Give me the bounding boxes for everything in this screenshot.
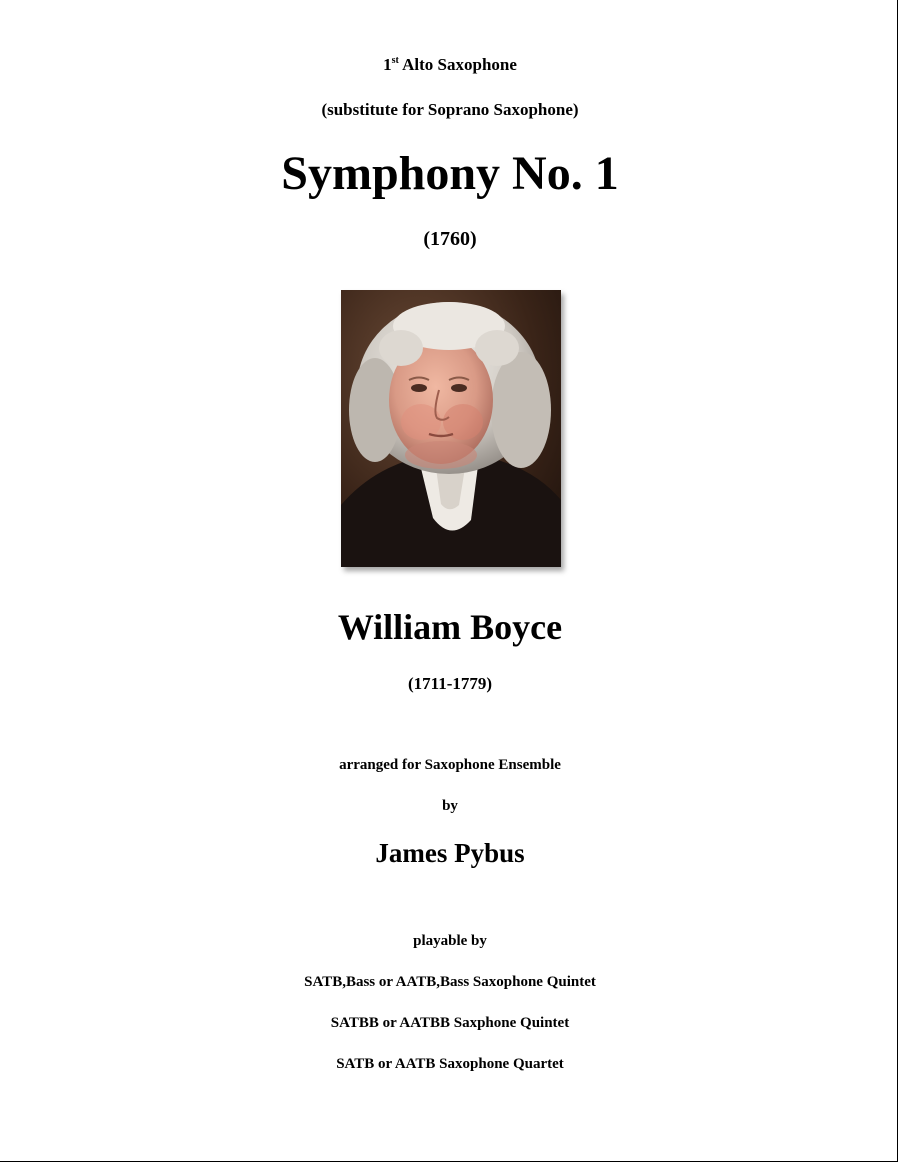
work-year: (1760): [423, 228, 477, 250]
ensemble-combination: SATB or AATB Saxophone Quartet: [336, 1056, 564, 1072]
part-number: 1: [383, 55, 392, 74]
instrument-part-heading: [0, 56, 900, 73]
part-name: Alto Saxophone: [398, 55, 517, 74]
arranger-name: James Pybus: [375, 838, 525, 868]
composer-name: William Boyce: [337, 607, 563, 647]
arranged-by-label: by: [442, 798, 458, 814]
composer-lifespan: (1711-1779): [407, 674, 493, 693]
ensemble-combination: SATBB or AATBB Saxphone Quintet: [330, 1015, 570, 1031]
ensemble-combination: SATB,Bass or AATB,Bass Saxophone Quintet: [304, 974, 596, 990]
composer-portrait-image: [341, 290, 561, 567]
playable-by-label: playable by: [413, 933, 487, 949]
substitute-note: (substitute for Soprano Saxophone): [321, 100, 579, 119]
part-ordinal-suffix: st: [391, 55, 399, 66]
arrangement-description: arranged for Saxophone Ensemble: [339, 757, 561, 773]
work-title: Symphony No. 1: [281, 147, 619, 200]
